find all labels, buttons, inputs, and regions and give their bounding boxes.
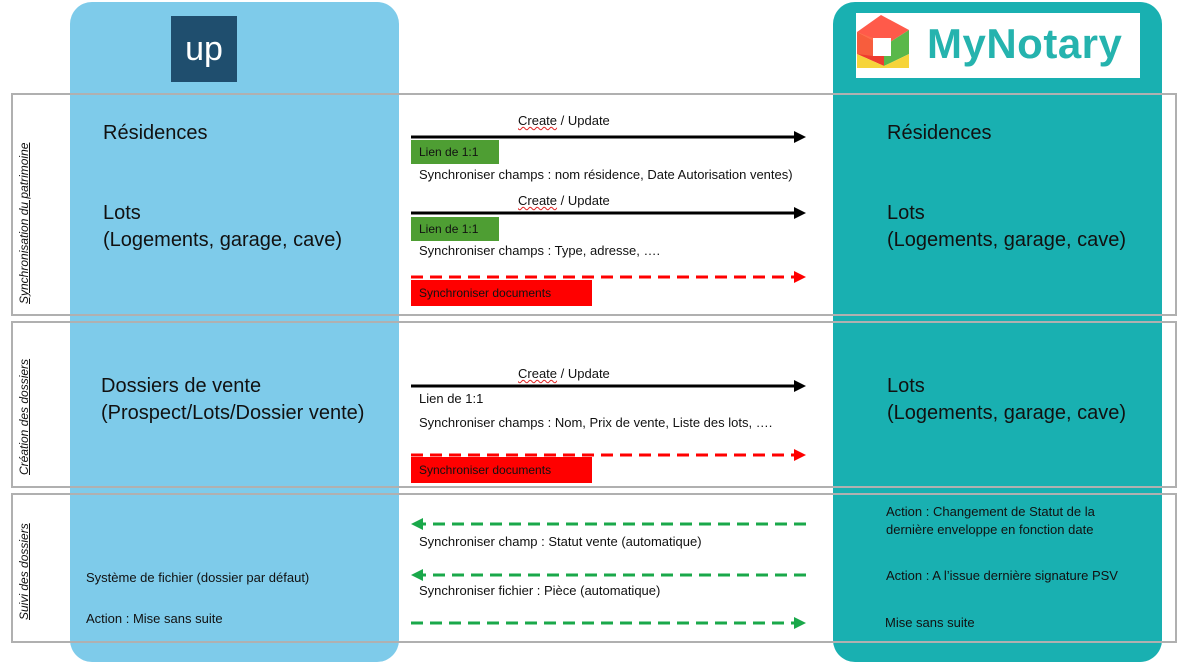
right-lots: Lots <box>887 202 925 224</box>
create-word: Create <box>518 113 558 128</box>
sync-documents-tag-2-text: Synchroniser documents <box>419 463 552 477</box>
up-logo-text: up <box>185 29 223 68</box>
right-lots-creation: Lots <box>887 375 925 397</box>
left-lots-detail: (Logements, garage, cave) <box>103 229 343 251</box>
right-lots-creation-detail: (Logements, garage, cave) <box>887 402 1127 424</box>
left-systeme-fichier: Système de fichier (dossier par défaut) <box>86 570 310 585</box>
sync-fields-lots: Synchroniser champs : Type, adresse, …. <box>419 243 661 258</box>
left-residences: Résidences <box>103 122 208 144</box>
update-word: / Update <box>557 366 610 381</box>
arrow-mise-sans-suite <box>411 617 806 629</box>
sync-documents-tag-1-text: Synchroniser documents <box>419 286 552 300</box>
sync-fichier-piece: Synchroniser fichier : Pièce (automatique) <box>419 583 661 598</box>
create-update-label-2 <box>518 193 610 208</box>
sync-fields-residences: Synchroniser champs : nom résidence, Date Autorisation ventes) <box>419 167 793 182</box>
create-update-label-3 <box>518 366 610 381</box>
create-word: Create <box>518 193 558 208</box>
section-title-suivi: Suivi des dossiers <box>17 523 31 620</box>
right-action-signature: Action : A l’issue dernière signature PSV <box>886 568 1118 583</box>
right-mise-sans-suite: Mise sans suite <box>885 615 975 630</box>
left-dossiers-vente-detail: (Prospect/Lots/Dossier vente) <box>101 402 365 424</box>
link-label-creation: Lien de 1:1 <box>419 391 484 406</box>
create-word: Create <box>518 366 558 381</box>
arrow-sync-statut <box>411 518 806 530</box>
left-action-mise-sans-suite: Action : Mise sans suite <box>86 611 223 626</box>
left-lots: Lots <box>103 202 141 224</box>
sync-documents-tag-2 <box>411 457 592 483</box>
update-word: / Update <box>557 193 610 208</box>
right-residences: Résidences <box>887 122 992 144</box>
link-tag-2 <box>411 217 499 241</box>
sync-champ-statut: Synchroniser champ : Statut vente (automatique) <box>419 534 702 549</box>
right-action-statut-line2: dernière enveloppe en fonction date <box>886 522 1094 537</box>
update-word: / Update <box>557 113 610 128</box>
mynotary-logo-text: MyNotary <box>927 20 1123 67</box>
link-tag-2-text: Lien de 1:1 <box>419 222 479 236</box>
arrow-sync-fichier <box>411 569 806 581</box>
right-lots-detail: (Logements, garage, cave) <box>887 229 1127 251</box>
right-action-statut-line1: Action : Changement de Statut de la <box>886 504 1095 519</box>
create-update-label-1 <box>518 113 610 128</box>
section-title-patrimoine: Synchronisation du patrimoine <box>17 142 31 304</box>
sync-documents-tag-1 <box>411 280 592 306</box>
left-dossiers-vente: Dossiers de vente <box>101 375 262 397</box>
section-title-creation: Création des dossiers <box>17 358 31 475</box>
sync-fields-dossiers: Synchroniser champs : Nom, Prix de vente, Liste des lots, …. <box>419 415 773 430</box>
link-tag-1-text: Lien de 1:1 <box>419 145 479 159</box>
link-tag-1 <box>411 140 499 164</box>
